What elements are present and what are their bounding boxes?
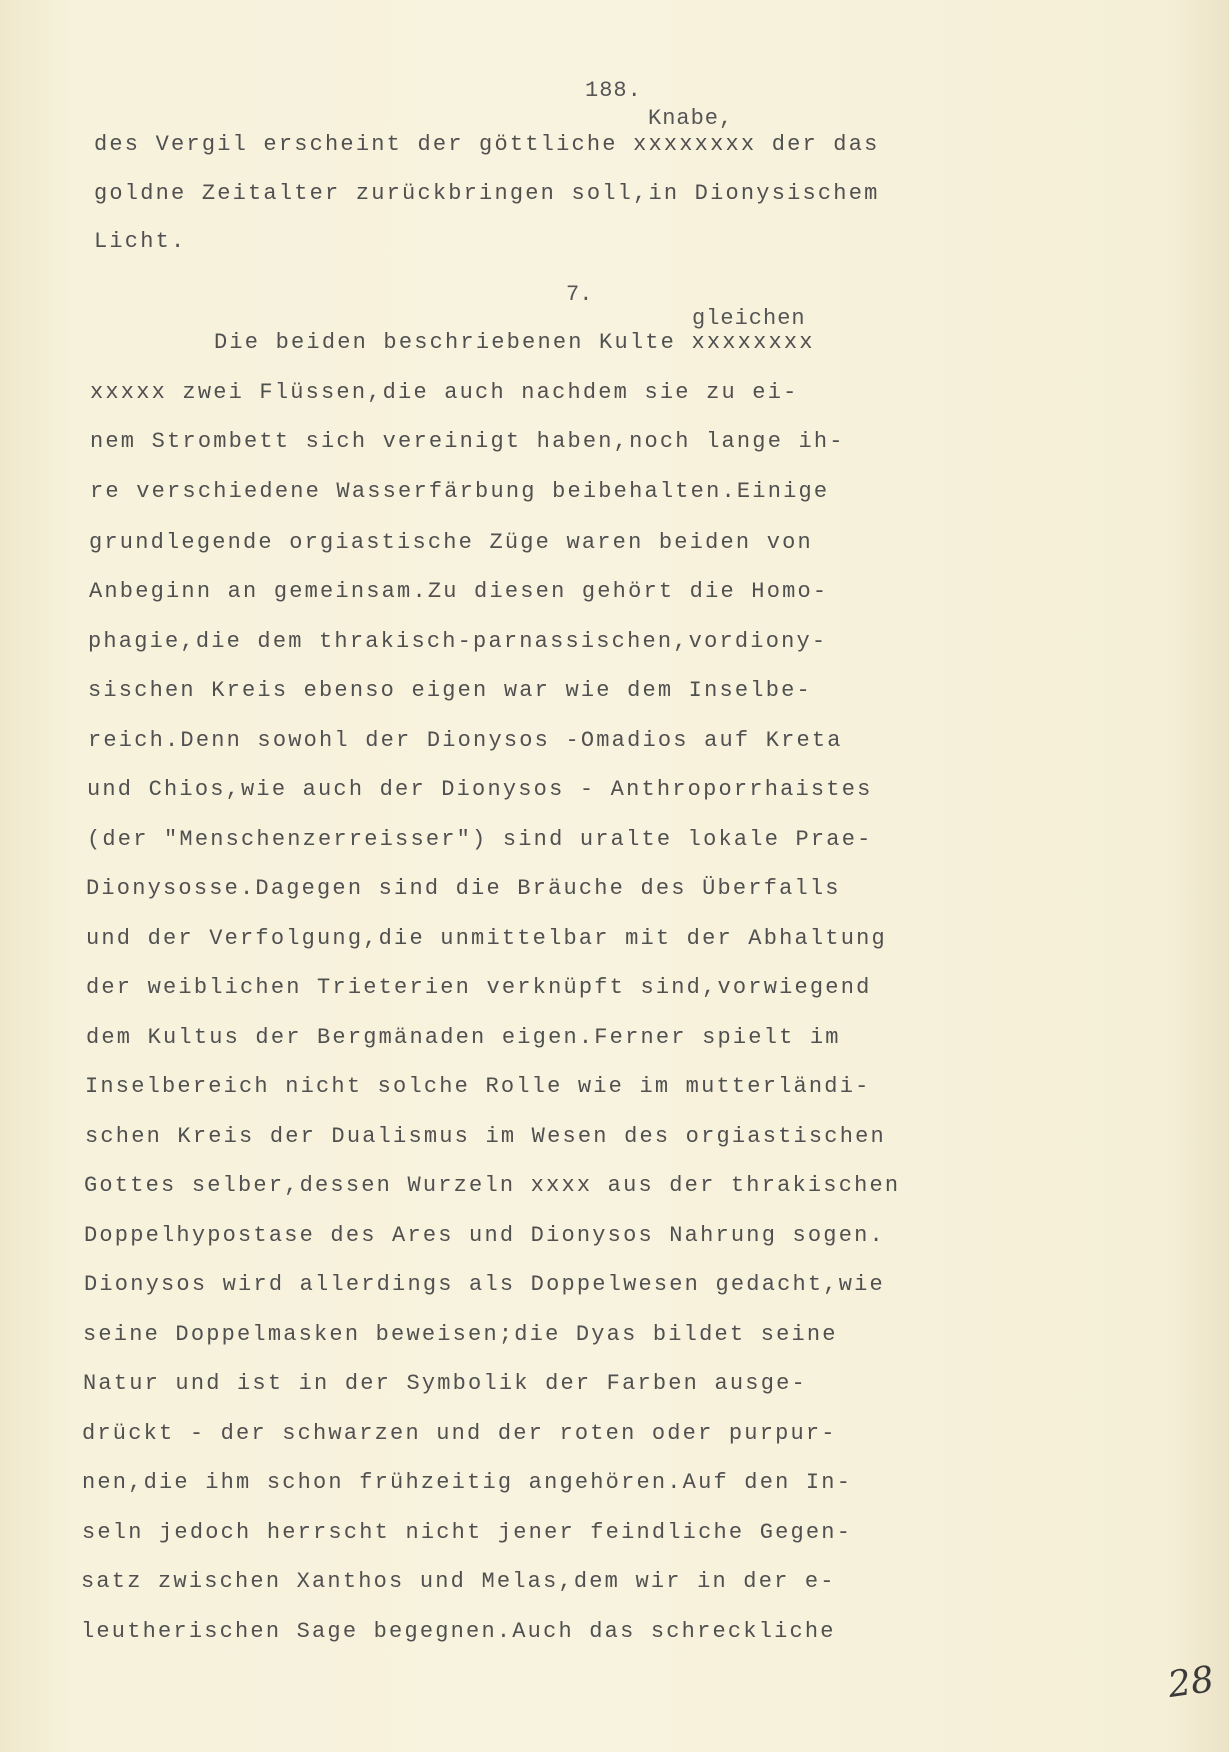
text-line: seine Doppelmasken beweisen;die Dyas bildet seine <box>83 1322 838 1347</box>
text-line: und der Verfolgung,die unmittelbar mit der Abhaltung <box>86 926 887 951</box>
text-line: grundlegende orgiastische Züge waren beiden von <box>89 530 813 555</box>
text-line: der weiblichen Trieterien verknüpft sind,vorwiegend <box>86 975 872 1000</box>
text-line: Die beiden beschriebenen Kulte xxxxxxxx <box>214 330 815 355</box>
text-line: Licht. <box>94 229 187 254</box>
text-line: nen,die ihm schon frühzeitig angehören.Auf den In- <box>82 1470 853 1495</box>
text-line: (der "Menschenzerreisser") sind uralte lokale Prae- <box>87 827 873 852</box>
text-line: re verschiedene Wasserfärbung beibehalten.Einige <box>90 479 830 504</box>
insertion-knabe: Knabe, <box>648 106 734 131</box>
text-line: leutherischen Sage begegnen.Auch das schreckliche <box>81 1619 836 1644</box>
text-line: goldne Zeitalter zurückbringen soll,in Dionysischem <box>94 181 880 206</box>
text-line: nem Strombett sich vereinigt haben,noch lange ih- <box>90 429 845 454</box>
text-line: und Chios,wie auch der Dionysos - Anthroporrhaistes <box>87 777 873 802</box>
page-number: 188. <box>585 78 642 103</box>
section-number: 7. <box>566 282 593 307</box>
text-line: Inselbereich nicht solche Rolle wie im mutterländi- <box>85 1074 871 1099</box>
text-line: Dionysosse.Dagegen sind die Bräuche des Überfalls <box>86 876 841 901</box>
text-line: Gottes selber,dessen Wurzeln xxxx aus der thrakischen <box>84 1173 901 1198</box>
text-line: seln jedoch herrscht nicht jener feindliche Gegen- <box>82 1520 853 1545</box>
text-line: Doppelhypostase des Ares und Dionysos Nahrung sogen. <box>84 1223 885 1248</box>
text-line: reich.Denn sowohl der Dionysos -Omadios auf Kreta <box>88 728 843 753</box>
text-line: des Vergil erscheint der göttliche xxxxxxxx der das <box>94 132 880 157</box>
text-line: Dionysos wird allerdings als Doppelwesen gedacht,wie <box>84 1272 885 1297</box>
text-line: Natur und ist in der Symbolik der Farben ausge- <box>83 1371 807 1396</box>
text-line: drückt - der schwarzen und der roten oder purpur- <box>82 1421 837 1446</box>
text-line: dem Kultus der Bergmänaden eigen.Ferner spielt im <box>86 1025 841 1050</box>
handwritten-folio-number: 28 <box>1165 1659 1217 1706</box>
text-line: phagie,die dem thrakisch-parnassischen,vordiony- <box>88 629 828 654</box>
text-line: satz zwischen Xanthos und Melas,dem wir in der e- <box>81 1569 836 1594</box>
text-line: Anbeginn an gemeinsam.Zu diesen gehört die Homo- <box>89 579 829 604</box>
text-line: xxxxx zwei Flüssen,die auch nachdem sie zu ei- <box>90 380 799 405</box>
insertion-gleichen: gleichen <box>692 306 806 331</box>
text-line: schen Kreis der Dualismus im Wesen des orgiastischen <box>85 1124 886 1149</box>
text-line: sischen Kreis ebenso eigen war wie dem Inselbe- <box>88 678 812 703</box>
